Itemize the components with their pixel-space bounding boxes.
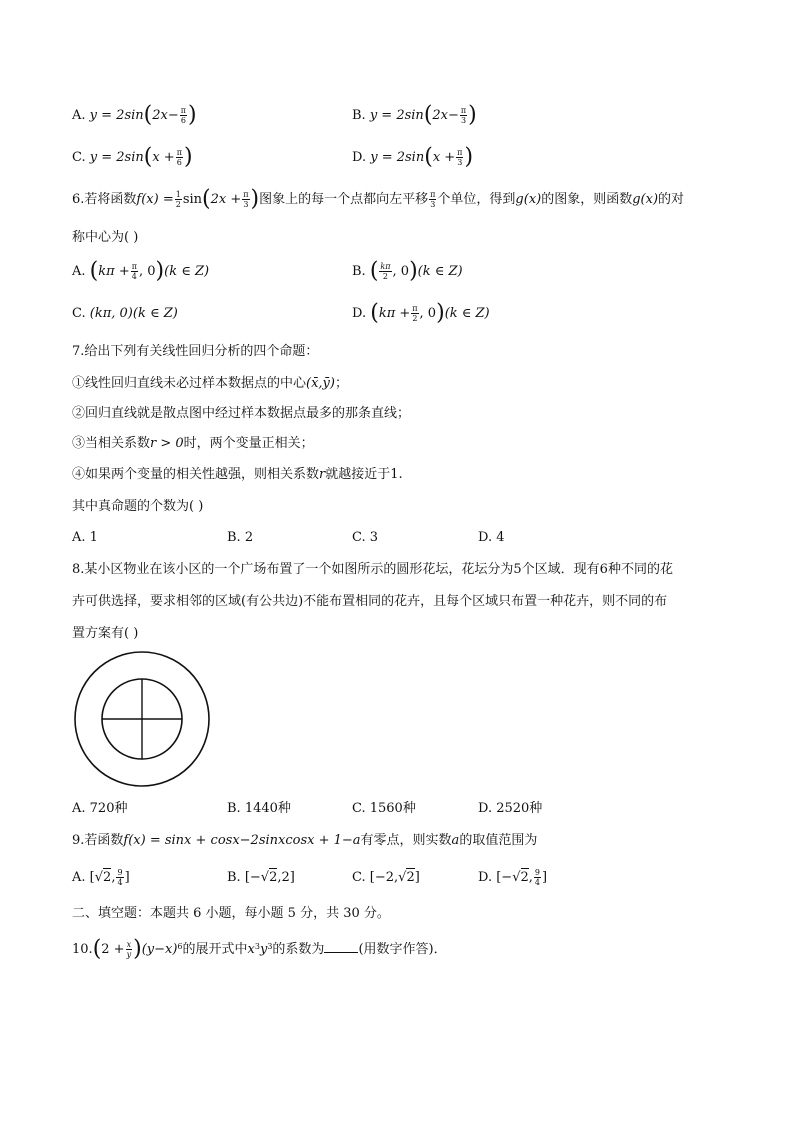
q6-stem-line1: 6.若将函数f(x) = $\frac{1}{2}$ sin(2x + $\frac{\pi}{3}$ )图象上的每一个点都向左平移 $\frac{\pi}{3}$ 个单位，得到g(x)的图象，则函数g(x)的对 (72, 186, 685, 212)
q8-option-d: D. 2520种 (478, 801, 543, 816)
q6-option-a: A. (kπ + $\frac{\pi}{4}$ , 0)(k ∈ Z) (72, 258, 210, 284)
q7-stem: 7.给出下列有关线性回归分析的四个命题： (72, 344, 319, 359)
q5-option-d: D. y = 2sin(x + $\frac{\pi}{3}$ ) (352, 144, 474, 170)
q8-option-c: C. 1560种 (352, 801, 416, 816)
q8-stem-line2: 卉可供选择，要求相邻的区域(有公共边)不能布置相同的花卉，且每个区域只布置一种花卉，则不同的布 (72, 594, 668, 609)
q5-option-c: C. y = 2sin(x + $\frac{\pi}{6}$ ) (72, 144, 193, 170)
q7-option-b: B. 2 (227, 530, 254, 545)
q9-option-c: C. [−2,√2] (352, 870, 420, 885)
q5-option-b: B. y = 2sin(2x− $\frac{\pi}{3}$ ) (352, 102, 477, 128)
flower-bed-figure (72, 650, 214, 790)
q6-option-b: B. ( $\frac{k\pi}{2}$ , 0)(k ∈ Z) (352, 258, 463, 284)
q9-stem: 9.若函数f(x) = sinx + cosx−2sinxcosx + 1−a有零点，则实数a的取值范围为 (72, 833, 538, 848)
q7-statement-1: ①线性回归直线未必过样本数据点的中心(x̄,ȳ)； (72, 376, 348, 391)
q7-option-c: C. 3 (352, 530, 379, 545)
q9-option-a: A. [√2, $\frac{9}{4}$ ] (72, 868, 130, 887)
q8-option-a: A. 720种 (72, 801, 128, 816)
q7-statement-4: ④如果两个变量的相关性越强，则相关系数r就越接近于1. (72, 467, 403, 482)
q6-stem-line2: 称中心为( ) (72, 230, 139, 245)
q8-stem-line3: 置方案有( ) (72, 626, 139, 641)
q6-option-c: C. (kπ, 0)(k ∈ Z) (72, 306, 178, 321)
q6-option-d: D. (kπ + $\frac{\pi}{2}$ , 0)(k ∈ Z) (352, 300, 490, 326)
q8-option-b: B. 1440种 (227, 801, 291, 816)
q7-option-d: D. 4 (478, 530, 505, 545)
q10-stem: 10.(2 + $\frac{x}{y}$ )$(y-x)^6$的展开式中$x^3y^3$的系数为 (用数字作答)． (72, 936, 447, 962)
answer-blank[interactable] (324, 940, 358, 953)
q7-statement-2: ②回归直线就是散点图中经过样本数据点最多的那条直线； (72, 406, 411, 421)
q9-option-d: D. [−√2, $\frac{9}{4}$ ] (478, 868, 548, 887)
q7-ask: 其中真命题的个数为( ) (72, 499, 204, 514)
q9-option-b: B. [−√2,2] (227, 870, 295, 885)
section-heading-fill-in: 二、填空题：本题共 6 小题，每小题 5 分，共 30 分。 (72, 906, 390, 921)
q7-statement-3: ③当相关系数r > 0时，两个变量正相关； (72, 436, 314, 451)
q5-option-a: A. y = 2sin(2x− $\frac{\pi}{6}$ ) (72, 102, 197, 128)
q8-stem-line1: 8.某小区物业在该小区的一个广场布置了一个如图所示的圆形花坛，花坛分为5个区域．现有6种不同的花 (72, 562, 673, 577)
q7-option-a: A. 1 (72, 530, 98, 545)
